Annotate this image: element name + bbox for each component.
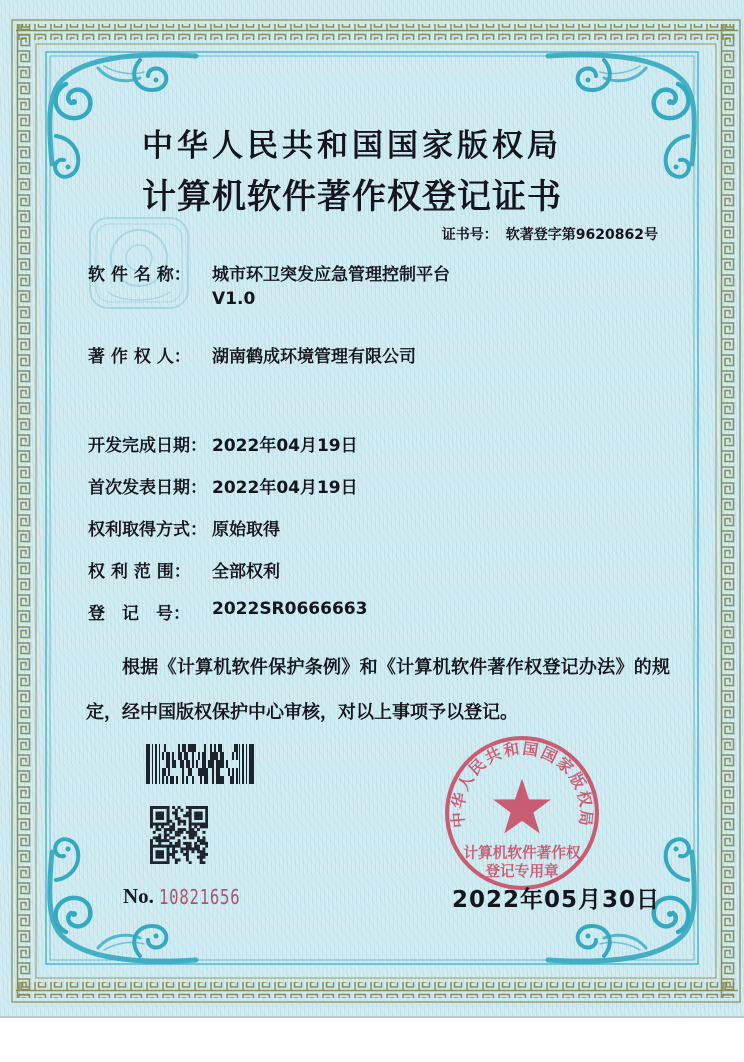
field-value: 全部权利 (212, 562, 280, 582)
field-label: 权利取得方式： (88, 520, 207, 540)
field-copyright-owner (88, 342, 658, 366)
field-first-publish-date (88, 473, 658, 497)
field-value: 2022年04月19日 (212, 436, 358, 456)
issue-date: 2022年05月30日 (452, 887, 661, 913)
field-value: 湖南鹤成环境管理有限公司 (212, 347, 416, 367)
certificate-number-label: 证书号： (441, 227, 498, 243)
field-rights-scope (88, 557, 658, 581)
certificate-number (300, 224, 658, 244)
pdf417-barcode (146, 744, 254, 784)
field-registration-number (88, 599, 658, 623)
qr-code (150, 806, 208, 864)
authority-title: 中华人民共和国国家版权局 (142, 128, 562, 163)
serial-number (123, 884, 263, 909)
field-value: 城市环卫突发应急管理控制平台 (212, 265, 450, 285)
registration-statement: 根据《计算机软件保护条例》和《计算机软件著作权登记办法》的规定，经中国版权保护中心审核，对以上事项予以登记。 (86, 657, 670, 723)
serial-prefix: No. (123, 884, 154, 908)
field-label: 软 件 名 称： (88, 265, 191, 285)
field-value: 2022SR0666663 (212, 599, 368, 619)
red-star-icon (493, 779, 551, 834)
field-label: 登 记 号： (88, 604, 190, 624)
field-value: 2022年04月19日 (212, 478, 358, 498)
field-label: 开发完成日期： (88, 436, 207, 456)
field-rights-acquisition (88, 515, 658, 539)
field-software-name (88, 260, 658, 284)
software-version: V1.0 (212, 289, 256, 309)
certificate-number-value: 软著登字第9620862号 (505, 227, 658, 243)
field-label: 权 利 范 围： (88, 562, 191, 582)
official-seal (441, 732, 603, 894)
seal-ring-text: 中华人民共和国国家版权局 (447, 738, 597, 829)
field-label: 著 作 权 人： (88, 347, 191, 367)
field-label: 首次发表日期： (88, 478, 207, 498)
seal-line1: 计算机软件著作权 (463, 844, 581, 862)
field-value: 原始取得 (212, 520, 280, 540)
field-dev-complete-date (88, 431, 658, 455)
certificate-title: 计算机软件著作权登记证书 (142, 179, 562, 216)
seal-line2: 登记专用章 (485, 862, 559, 880)
serial-digits: 10821656 (159, 885, 241, 909)
